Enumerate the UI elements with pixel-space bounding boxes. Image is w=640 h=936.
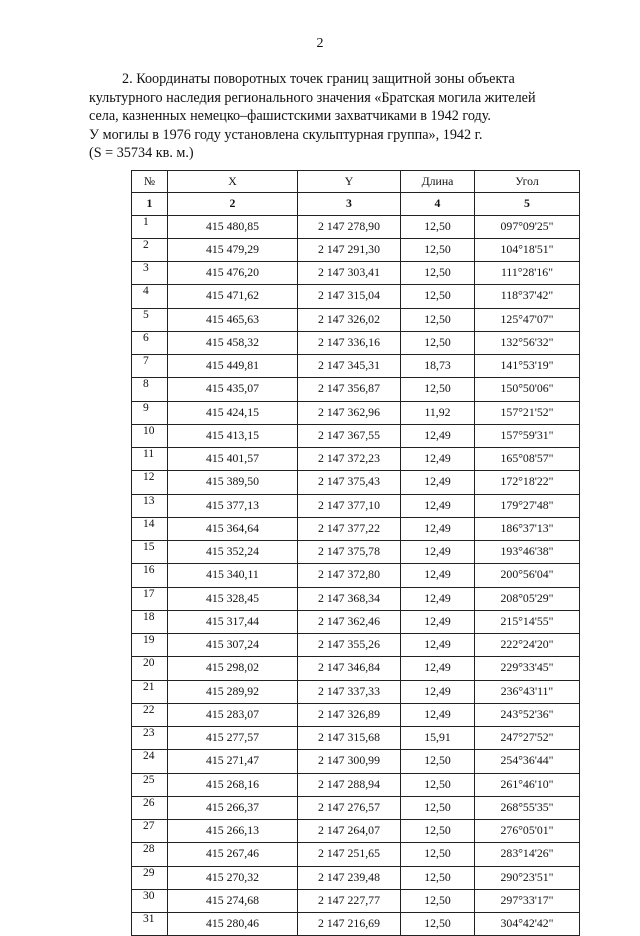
y-coordinate-cell: 2 147 362,46 [298,610,401,633]
x-coordinate-cell: 415 274,68 [168,889,298,912]
length-cell: 15,91 [401,727,475,750]
table-row [132,355,580,378]
x-coordinate-cell: 415 465,63 [168,308,298,331]
point-number-cell: 18 [132,610,168,633]
point-number-cell: 16 [132,564,168,587]
x-coordinate-cell: 415 458,32 [168,331,298,354]
y-coordinate-cell: 2 147 336,16 [298,331,401,354]
coordinates-table [131,170,580,936]
y-coordinate-cell: 2 147 278,90 [298,215,401,238]
length-cell: 12,49 [401,657,475,680]
point-number-cell: 24 [132,750,168,773]
length-cell: 12,49 [401,703,475,726]
length-cell: 12,50 [401,866,475,889]
column-number: 2 [168,193,298,215]
y-coordinate-cell: 2 147 346,84 [298,657,401,680]
x-coordinate-cell: 415 471,62 [168,285,298,308]
point-number-cell: 27 [132,820,168,843]
table-row [132,285,580,308]
y-coordinate-cell: 2 147 239,48 [298,866,401,889]
angle-cell: 215°14'55" [475,610,580,633]
heading-line: 2. Координаты поворотных точек границ защитной зоны объекта [122,71,515,87]
angle-cell: 111°28'16" [475,262,580,285]
angle-cell: 132°56'32" [475,331,580,354]
page-number: 2 [316,36,324,51]
length-cell: 12,49 [401,610,475,633]
y-coordinate-cell: 2 147 367,55 [298,424,401,447]
table-row [132,331,580,354]
x-coordinate-cell: 415 328,45 [168,587,298,610]
length-cell: 12,49 [401,448,475,471]
point-number-cell: 22 [132,703,168,726]
length-cell: 12,50 [401,238,475,261]
angle-cell: 297°33'17" [475,889,580,912]
table-row [132,866,580,889]
length-cell: 12,50 [401,889,475,912]
y-coordinate-cell: 2 147 377,10 [298,494,401,517]
column-number-row [132,193,580,215]
section-heading [89,70,574,163]
column-number: 1 [132,193,168,215]
y-coordinate-cell: 2 147 372,80 [298,564,401,587]
header-length: Длина [401,171,475,193]
point-number-cell: 15 [132,541,168,564]
angle-cell: 236°43'11" [475,680,580,703]
length-cell: 11,92 [401,401,475,424]
point-number-cell: 11 [132,448,168,471]
point-number-cell: 30 [132,889,168,912]
y-coordinate-cell: 2 147 345,31 [298,355,401,378]
x-coordinate-cell: 415 401,57 [168,448,298,471]
table-row [132,610,580,633]
point-number-cell: 3 [132,262,168,285]
length-cell: 12,49 [401,424,475,447]
length-cell: 12,50 [401,331,475,354]
table-row [132,308,580,331]
y-coordinate-cell: 2 147 291,30 [298,238,401,261]
length-cell: 12,49 [401,680,475,703]
angle-cell: 304°42'42" [475,913,580,936]
table-row [132,494,580,517]
x-coordinate-cell: 415 317,44 [168,610,298,633]
point-number-cell: 8 [132,378,168,401]
x-coordinate-cell: 415 267,46 [168,843,298,866]
table-row [132,703,580,726]
point-number-cell: 12 [132,471,168,494]
y-coordinate-cell: 2 147 368,34 [298,587,401,610]
x-coordinate-cell: 415 289,92 [168,680,298,703]
angle-cell: 118°37'42" [475,285,580,308]
angle-cell: 261°46'10" [475,773,580,796]
length-cell: 12,49 [401,471,475,494]
y-coordinate-cell: 2 147 377,22 [298,517,401,540]
y-coordinate-cell: 2 147 326,89 [298,703,401,726]
x-coordinate-cell: 415 352,24 [168,541,298,564]
angle-cell: 200°56'04" [475,564,580,587]
y-coordinate-cell: 2 147 227,77 [298,889,401,912]
point-number-cell: 10 [132,424,168,447]
y-coordinate-cell: 2 147 315,68 [298,727,401,750]
y-coordinate-cell: 2 147 362,96 [298,401,401,424]
x-coordinate-cell: 415 283,07 [168,703,298,726]
table-row [132,727,580,750]
angle-cell: 229°33'45" [475,657,580,680]
point-number-cell: 6 [132,331,168,354]
y-coordinate-cell: 2 147 326,02 [298,308,401,331]
length-cell: 12,50 [401,843,475,866]
table-row [132,913,580,936]
angle-cell: 179°27'48" [475,494,580,517]
table-body [132,215,580,936]
length-cell: 12,49 [401,634,475,657]
point-number-cell: 21 [132,680,168,703]
x-coordinate-cell: 415 364,64 [168,517,298,540]
table-row [132,634,580,657]
x-coordinate-cell: 415 277,57 [168,727,298,750]
length-cell: 12,49 [401,587,475,610]
length-cell: 12,50 [401,262,475,285]
y-coordinate-cell: 2 147 337,33 [298,680,401,703]
point-number-cell: 7 [132,355,168,378]
angle-cell: 193°46'38" [475,541,580,564]
y-coordinate-cell: 2 147 315,04 [298,285,401,308]
length-cell: 12,49 [401,517,475,540]
angle-cell: 276°05'01" [475,820,580,843]
length-cell: 12,49 [401,564,475,587]
y-coordinate-cell: 2 147 216,69 [298,913,401,936]
table-row [132,587,580,610]
table-row [132,471,580,494]
angle-cell: 150°50'06" [475,378,580,401]
table-row [132,401,580,424]
y-coordinate-cell: 2 147 375,43 [298,471,401,494]
header-number: № [132,171,168,193]
x-coordinate-cell: 415 271,47 [168,750,298,773]
point-number-cell: 25 [132,773,168,796]
point-number-cell: 9 [132,401,168,424]
length-cell: 12,50 [401,308,475,331]
table-row [132,657,580,680]
table-row [132,889,580,912]
angle-cell: 283°14'26" [475,843,580,866]
x-coordinate-cell: 415 479,29 [168,238,298,261]
x-coordinate-cell: 415 266,37 [168,796,298,819]
length-cell: 12,50 [401,215,475,238]
length-cell: 12,50 [401,285,475,308]
point-number-cell: 17 [132,587,168,610]
y-coordinate-cell: 2 147 300,99 [298,750,401,773]
length-cell: 12,50 [401,796,475,819]
length-cell: 18,73 [401,355,475,378]
point-number-cell: 23 [132,727,168,750]
table-row [132,796,580,819]
point-number-cell: 29 [132,866,168,889]
heading-line: культурного наследия регионального значения «Братская могила жителей [89,89,536,106]
table-row [132,564,580,587]
angle-cell: 290°23'51" [475,866,580,889]
table-row [132,238,580,261]
table-row [132,750,580,773]
point-number-cell: 14 [132,517,168,540]
x-coordinate-cell: 415 476,20 [168,262,298,285]
table-row [132,680,580,703]
angle-cell: 247°27'52" [475,727,580,750]
x-coordinate-cell: 415 266,13 [168,820,298,843]
point-number-cell: 5 [132,308,168,331]
table-row [132,448,580,471]
y-coordinate-cell: 2 147 251,65 [298,843,401,866]
y-coordinate-cell: 2 147 276,57 [298,796,401,819]
angle-cell: 186°37'13" [475,517,580,540]
y-coordinate-cell: 2 147 372,23 [298,448,401,471]
y-coordinate-cell: 2 147 375,78 [298,541,401,564]
x-coordinate-cell: 415 307,24 [168,634,298,657]
angle-cell: 104°18'51" [475,238,580,261]
y-coordinate-cell: 2 147 288,94 [298,773,401,796]
x-coordinate-cell: 415 449,81 [168,355,298,378]
table-row [132,541,580,564]
x-coordinate-cell: 415 298,02 [168,657,298,680]
y-coordinate-cell: 2 147 303,41 [298,262,401,285]
x-coordinate-cell: 415 270,32 [168,866,298,889]
table-row [132,215,580,238]
heading-line: (S = 35734 кв. м.) [89,145,194,162]
table-row [132,378,580,401]
angle-cell: 222°24'20" [475,634,580,657]
angle-cell: 157°21'52" [475,401,580,424]
table-row [132,773,580,796]
table-row [132,517,580,540]
table-row [132,820,580,843]
angle-cell: 157°59'31" [475,424,580,447]
angle-cell: 141°53'19" [475,355,580,378]
angle-cell: 172°18'22" [475,471,580,494]
length-cell: 12,50 [401,378,475,401]
header-x: X [168,171,298,193]
x-coordinate-cell: 415 424,15 [168,401,298,424]
y-coordinate-cell: 2 147 355,26 [298,634,401,657]
point-number-cell: 31 [132,913,168,936]
length-cell: 12,49 [401,541,475,564]
point-number-cell: 19 [132,634,168,657]
point-number-cell: 2 [132,238,168,261]
x-coordinate-cell: 415 340,11 [168,564,298,587]
point-number-cell: 4 [132,285,168,308]
x-coordinate-cell: 415 268,16 [168,773,298,796]
point-number-cell: 20 [132,657,168,680]
header-angle: Угол [475,171,580,193]
column-number: 4 [401,193,475,215]
header-y: Y [298,171,401,193]
length-cell: 12,49 [401,494,475,517]
x-coordinate-cell: 415 377,13 [168,494,298,517]
point-number-cell: 1 [132,215,168,238]
y-coordinate-cell: 2 147 264,07 [298,820,401,843]
heading-line: села, казненных немецко–фашистскими захватчиками в 1942 году. [89,108,491,125]
table-row [132,424,580,447]
y-coordinate-cell: 2 147 356,87 [298,378,401,401]
angle-cell: 208°05'29" [475,587,580,610]
column-number: 5 [475,193,580,215]
point-number-cell: 13 [132,494,168,517]
angle-cell: 243°52'36" [475,703,580,726]
table-row [132,843,580,866]
length-cell: 12,50 [401,773,475,796]
column-number: 3 [298,193,401,215]
point-number-cell: 28 [132,843,168,866]
table-header-row [132,171,580,193]
angle-cell: 125°47'07" [475,308,580,331]
x-coordinate-cell: 415 280,46 [168,913,298,936]
angle-cell: 165°08'57" [475,448,580,471]
table-row [132,262,580,285]
x-coordinate-cell: 415 389,50 [168,471,298,494]
length-cell: 12,50 [401,913,475,936]
point-number-cell: 26 [132,796,168,819]
angle-cell: 254°36'44" [475,750,580,773]
x-coordinate-cell: 415 435,07 [168,378,298,401]
x-coordinate-cell: 415 413,15 [168,424,298,447]
length-cell: 12,50 [401,750,475,773]
heading-line: У могилы в 1976 году установлена скульптурная группа», 1942 г. [89,126,483,143]
angle-cell: 097°09'25" [475,215,580,238]
x-coordinate-cell: 415 480,85 [168,215,298,238]
length-cell: 12,50 [401,820,475,843]
angle-cell: 268°55'35" [475,796,580,819]
